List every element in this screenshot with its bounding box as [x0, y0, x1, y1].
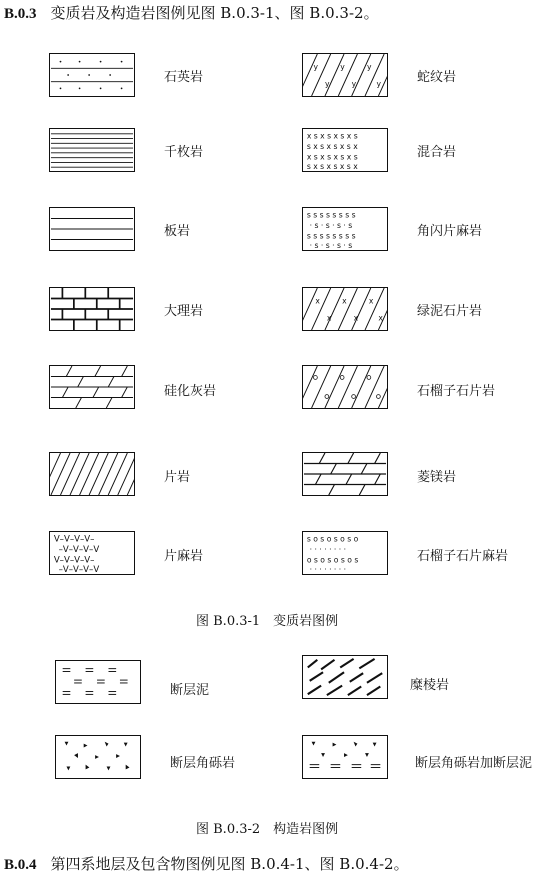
svg-text:y: y — [313, 62, 319, 72]
svg-text:V–V–V–V–: V–V–V–V– — [53, 555, 95, 566]
legend-label-magnesite: 菱镁岩 — [417, 470, 457, 485]
silicified-limestone-pattern-icon — [50, 366, 134, 408]
legend-swatch-magnesite — [302, 452, 388, 496]
svg-text:x s x s x s x s: x s x s x s x s — [306, 152, 358, 162]
breccia-gouge-pattern-icon — [303, 736, 387, 778]
svg-text:x: x — [353, 313, 359, 323]
gneiss-pattern-icon — [50, 532, 134, 574]
schist-pattern-icon — [50, 453, 134, 495]
svg-text:· · · · · · · ·: · · · · · · · · — [309, 545, 347, 555]
svg-text:s x s x s x s x: s x s x s x s x — [306, 162, 358, 171]
quartzite-pattern-icon — [50, 54, 134, 96]
section-text: 变质岩及构造岩图例见图 B.0.3-1、图 B.0.3-2。 — [50, 4, 379, 22]
legend-label-slate: 板岩 — [164, 224, 191, 239]
svg-text:x: x — [368, 296, 374, 306]
section-number: B.0.4 — [4, 857, 37, 873]
fault-breccia-pattern-icon — [56, 736, 140, 778]
svg-text:s s s s s s s s: s s s s s s s s — [306, 231, 356, 241]
svg-text:y: y — [376, 79, 382, 89]
legend-swatch-schist — [49, 452, 135, 496]
slate-pattern-icon — [50, 208, 134, 250]
legend-label-migmatite: 混合岩 — [417, 145, 457, 160]
section-number: B.0.3 — [4, 6, 37, 22]
fault-gouge-pattern-icon — [56, 661, 140, 703]
phyllite-pattern-icon — [50, 129, 134, 171]
legend-label-chlorite-schist: 绿泥石片岩 — [417, 304, 483, 319]
legend-swatch-chlorite-schist — [302, 287, 388, 331]
svg-text:x: x — [326, 313, 332, 323]
mylonite-pattern-icon — [303, 656, 387, 698]
legend-swatch-fault-breccia — [55, 735, 141, 779]
svg-text:–V–V–V–V: –V–V–V–V — [58, 565, 100, 574]
legend-label-quartzite: 石英岩 — [164, 70, 204, 85]
legend-label-phyllite: 千枚岩 — [164, 145, 204, 160]
garnet-schist-pattern-icon — [303, 366, 387, 408]
migmatite-pattern-icon — [303, 129, 387, 171]
svg-text:· s · s · s · s: · s · s · s · s — [309, 241, 353, 250]
section-heading-b04 — [4, 853, 409, 874]
legend-label-gneiss: 片麻岩 — [164, 549, 204, 564]
legend-swatch-migmatite — [302, 128, 388, 172]
svg-text:· s · s · s · s: · s · s · s · s — [309, 221, 353, 231]
svg-text:o s o s o s o s: o s o s o s o s — [306, 555, 359, 565]
legend-swatch-mylonite — [302, 655, 388, 699]
legend-label-amphibole-gneiss: 角闪片麻岩 — [417, 224, 483, 239]
svg-text:x s x s x s x s: x s x s x s x s — [306, 131, 358, 141]
svg-text:· · · · · · · ·: · · · · · · · · — [309, 565, 347, 574]
svg-text:x: x — [342, 296, 347, 306]
legend-swatch-breccia-gouge — [302, 735, 388, 779]
legend-swatch-garnet-schist — [302, 365, 388, 409]
legend-swatch-quartzite — [49, 53, 135, 97]
svg-text:y: y — [351, 79, 357, 89]
legend-label-garnet-gneiss: 石榴子石片麻岩 — [417, 549, 509, 564]
amphibole-gneiss-pattern-icon — [303, 208, 387, 250]
svg-text:x: x — [315, 296, 320, 306]
garnet-gneiss-pattern-icon — [303, 532, 387, 574]
legend-swatch-serpentinite — [302, 53, 388, 97]
legend-label-garnet-schist: 石榴子石片岩 — [417, 384, 496, 399]
chlorite-schist-pattern-icon — [303, 288, 387, 330]
legend-swatch-marble — [49, 287, 135, 331]
svg-text:y: y — [324, 79, 330, 89]
svg-text:s o s o s o s o: s o s o s o s o — [306, 534, 359, 544]
legend-label-schist: 片岩 — [164, 470, 191, 485]
serpentinite-pattern-icon — [303, 54, 387, 96]
legend-swatch-amphibole-gneiss — [302, 207, 388, 251]
magnesite-pattern-icon — [303, 453, 387, 495]
legend-label-mylonite: 糜棱岩 — [410, 678, 450, 693]
svg-text:s x s x s x s x: s x s x s x s x — [306, 142, 358, 152]
svg-text:y: y — [366, 62, 372, 72]
legend-label-breccia-gouge: 断层角砾岩加断层泥 — [415, 756, 533, 771]
svg-text:y: y — [340, 62, 345, 72]
marble-pattern-icon — [50, 288, 134, 330]
svg-text:–V–V–V–V: –V–V–V–V — [58, 545, 100, 556]
legend-swatch-garnet-gneiss — [302, 531, 388, 575]
legend-swatch-fault-gouge — [55, 660, 141, 704]
legend-label-silicified-limestone: 硅化灰岩 — [164, 384, 217, 399]
legend-swatch-gneiss — [49, 531, 135, 575]
figure-caption-metamorphic: 图 B.0.3-1 变质岩图例 — [196, 614, 339, 629]
section-heading-b03 — [4, 2, 379, 23]
legend-label-serpentinite: 蛇纹岩 — [417, 70, 457, 85]
legend-swatch-slate — [49, 207, 135, 251]
section-text: 第四系地层及包含物图例见图 B.0.4-1、图 B.0.4-2。 — [50, 855, 409, 873]
svg-text:s s s s s s s s: s s s s s s s s — [306, 210, 356, 220]
legend-label-fault-breccia: 断层角砾岩 — [170, 756, 236, 771]
legend-label-fault-gouge: 断层泥 — [170, 683, 210, 698]
legend-label-marble: 大理岩 — [164, 304, 204, 319]
figure-caption-tectonic: 图 B.0.3-2 构造岩图例 — [196, 822, 339, 837]
svg-text:V–V–V–V–: V–V–V–V– — [53, 534, 95, 545]
legend-swatch-silicified-limestone — [49, 365, 135, 409]
svg-text:x: x — [378, 313, 383, 323]
legend-swatch-phyllite — [49, 128, 135, 172]
